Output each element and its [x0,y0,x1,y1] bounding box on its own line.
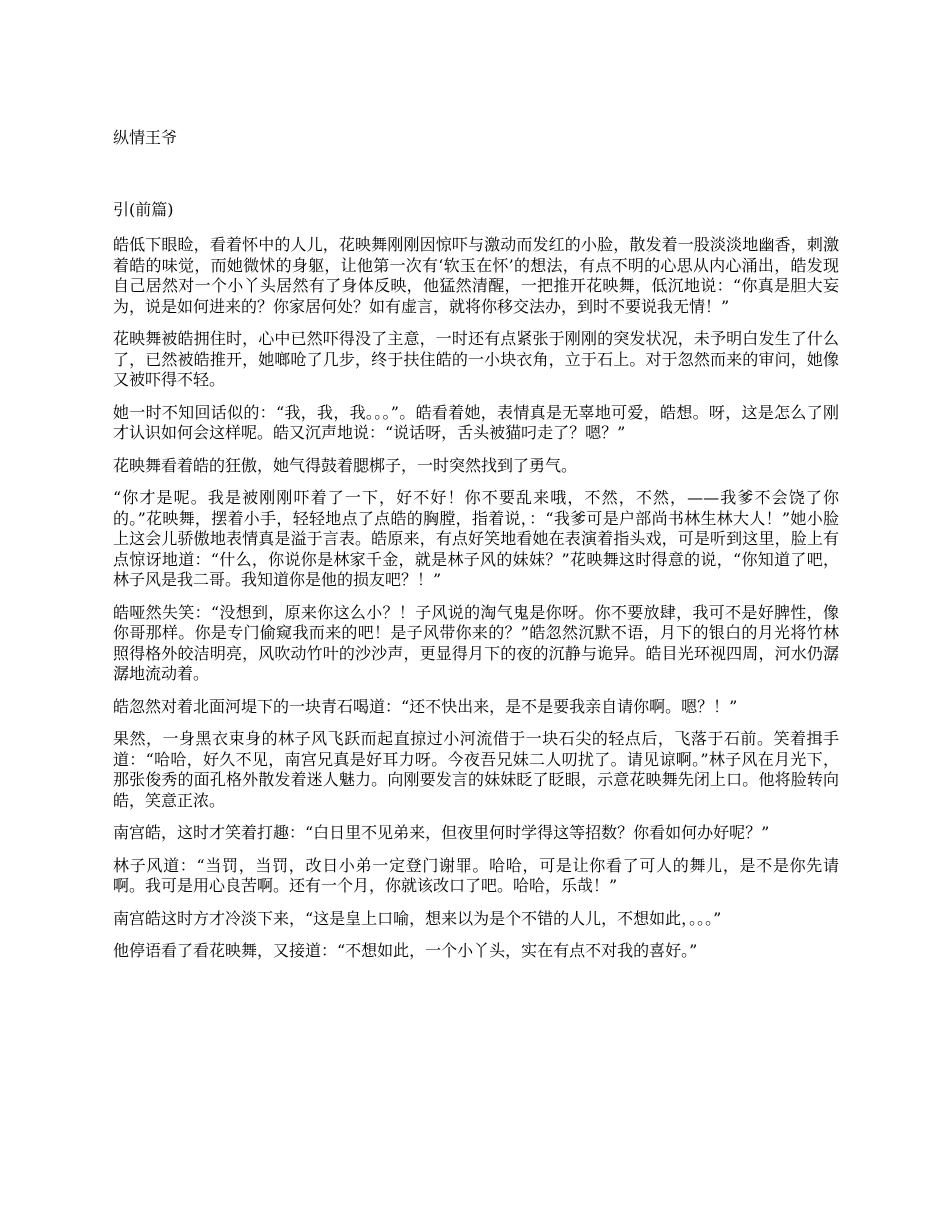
paragraph: 她一时不知回话似的：“我，我，我。。。”。皓看着她，表情真是无辜地可爱，皓想。呀，这是怎么了刚才认识如何会这样呢。皓又沉声地说：“说话呀，舌头被猫叼走了？嗯？” [113,402,839,442]
paragraph: 皓低下眼睑，看着怀中的人儿，花映舞刚刚因惊吓与激动而发红的小脸，散发着一股淡淡地幽香，刺激着皓的味觉，而她微怵的身躯，让他第一次有‘软玉在怀’的想法，有点不明的心思从内心涌出，皓发现自己居然对一个小丫头居然有了身体反映，他猛然清醒，一把推开花映舞，低沉地说：“你真是胆大妄为，说是如何进来的？你家居何处？如有虚言，就将你移交法办，到时不要说我无情！” [113,235,839,316]
paragraph: “你才是呢。我是被刚刚吓着了一下，好不好！你不要乱来哦，不然，不然，——我爹不会饶了你的。”花映舞，摆着小手，轻轻地点了点皓的胸膛，指着说，：“我爹可是户部尚书林生林大人！”她小脸上这会儿骄傲地表情真是溢于言表。皓原来，有点好笑地看她在表演着指头戏，可是听到这里，脸上有点惊讶地道：“什么，你说你是林家千金，就是林子风的妹妹？”花映舞这时得意的说，“你知道了吧，林子风是我二哥。我知道你是他的损友吧？！” [113,488,839,589]
section-title: 引(前篇) [113,200,174,219]
paragraph: 花映舞被皓拥住时，心中已然吓得没了主意，一时还有点紧张于刚刚的突发状况，未予明白发生了什么了，已然被皓推开，她啷呛了几步，终于扶住皓的一小块衣角，立于石上。对于忽然而来的审问，她像又被吓得不轻。 [113,329,839,389]
paragraph: 皓忽然对着北面河堤下的一块青石喝道：“还不快出来，是不是要我亲自请你啊。嗯？！” [113,696,738,716]
paragraph: 南宫皓，这时才笑着打趣：“白日里不见弟来，但夜里何时学得这等招数？你看如何办好呢？” [113,823,770,842]
paragraph: 皓哑然失笑：“没想到，原来你这么小？！子风说的淘气鬼是你呀。你不要放肆，我可不是好脾性，像你哥那样。你是专门偷窥我而来的吧！是子风带你来的？”皓忽然沉默不语，月下的银白的月光将竹林照得格外皎洁明亮，风吹动竹叶的沙沙声，更显得月下的夜的沉静与诡异。皓目光环视四周，河水仍潺潺地流动着。 [113,602,839,683]
paragraph: 林子风道：“当罚，当罚，改日小弟一定登门谢罪。哈哈，可是让你看了可人的舞儿，是不是你先请啊。我可是用心良苦啊。还有一个月，你就该改口了吧。哈哈，乐哉！” [113,855,839,895]
paragraph: 果然，一身黑衣束身的林子风飞跃而起直掠过小河流借于一块石尖的轻点后，飞落于石前。笑着揖手道：“哈哈，好久不见，南宫兄真是好耳力呀。今夜吾兄妹二人叨扰了。请见谅啊。”林子风在月光下，那张俊秀的面孔格外散发着迷人魅力。向刚要发言的妹妹眨了眨眼，示意花映舞先闭上口。他将脸转向皓，笑意正浓。 [113,729,839,810]
paragraph: 花映舞看着皓的狂傲，她气得鼓着腮梆子，一时突然找到了勇气。 [113,455,578,475]
document-title: 纵情王爷 [113,128,178,147]
document-body [113,235,839,974]
paragraph: 他停语看了看花映舞，又接道：“不想如此，一个小丫头，实在有点不对我的喜好。” [113,941,698,960]
paragraph: 南宫皓这时方才冷淡下来，“这是皇上口喻，想来以为是个不错的人儿，不想如此，。。。” [113,908,722,928]
